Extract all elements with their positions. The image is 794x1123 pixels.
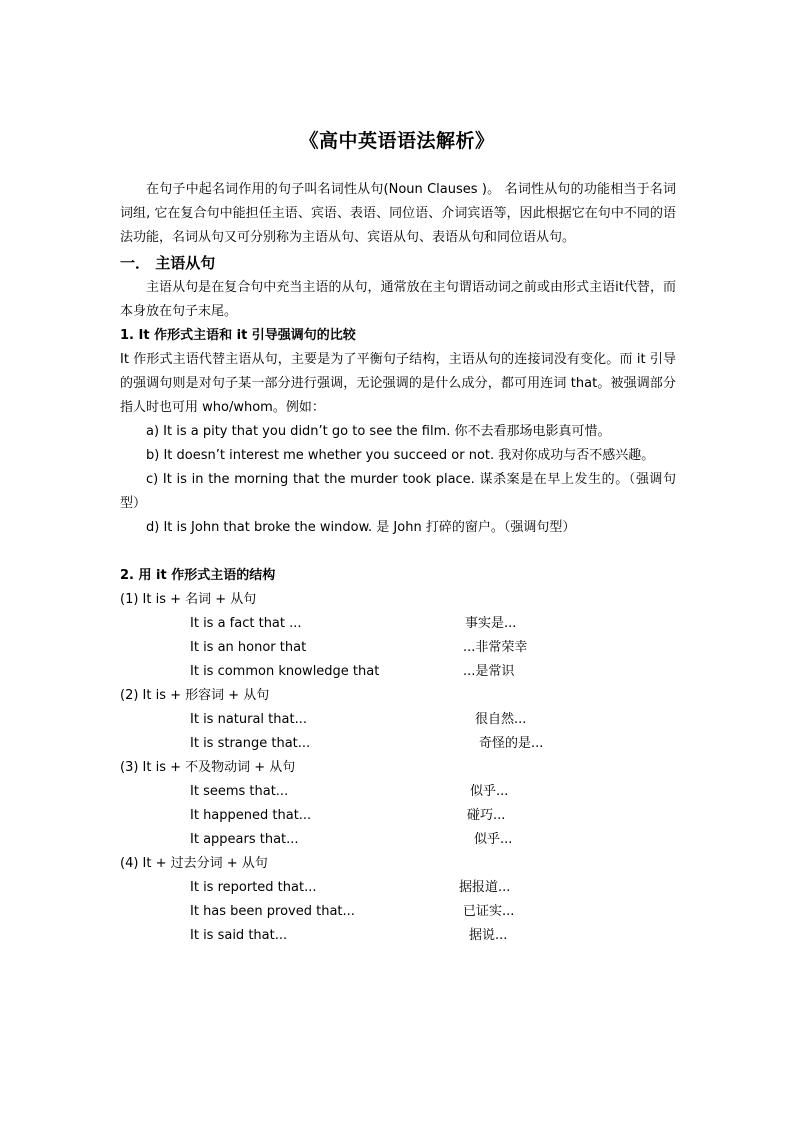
structure-label: (3) It is + 不及物动词 + 从句: [120, 760, 296, 775]
intro-paragraph: 在句子中起名词作用的句子叫名词性从句(Noun Clauses )。 名词性从句的功能相当于名词词组, 它在复合句中能担任主语、宾语、表语、同位语、介词宾语等，因此根据它在句中不同的语法功能，名词从句又可分别称为主语从句、宾语从句、表语从句和同位语从句。: [120, 182, 676, 245]
english-phrase: It appears that...: [190, 832, 299, 847]
chinese-translation: 据报道...: [459, 880, 511, 895]
section-paragraph: 主语从句是在复合句中充当主语的从句，通常放在主句谓语动词之前或由形式主语it代替，而本身放在句子末尾。: [120, 280, 676, 319]
chinese-translation: 似乎...: [470, 784, 509, 799]
structure-label: (4) It + 过去分词 + 从句: [120, 856, 268, 871]
structure-label: (1) It is + 名词 + 从句: [120, 592, 257, 607]
chinese-translation: ...非常荣幸: [463, 640, 528, 655]
english-phrase: It is an honor that: [190, 640, 307, 655]
chinese-translation: 已证实...: [463, 904, 515, 919]
page-title: 《高中英语语法解析》: [299, 130, 495, 152]
structure-row: [120, 612, 676, 636]
structure-row: [120, 900, 676, 924]
english-phrase: It has been proved that...: [190, 904, 355, 919]
chinese-translation: 据说...: [469, 928, 508, 943]
chinese-translation: 事实是...: [465, 616, 517, 631]
structure-row: [120, 660, 676, 684]
section-heading-subject-clause: 一． 主语从句: [120, 254, 216, 272]
structure-label: (2) It is + 形容词 + 从句: [120, 688, 270, 703]
english-phrase: It is said that...: [190, 928, 288, 943]
structure-row: [120, 636, 676, 660]
structure-row: [120, 804, 676, 828]
subsection-heading-1: 1. It 作形式主语和 it 引导强调句的比较: [120, 328, 356, 343]
chinese-translation: 很自然...: [475, 712, 527, 727]
chinese-translation: 奇怪的是...: [479, 736, 544, 751]
structure-row: [120, 780, 676, 804]
structure-row: [120, 708, 676, 732]
english-phrase: It seems that...: [190, 784, 289, 799]
example-sentence: b) It doesn’t interest me whether you succeed or not. 我对你成功与否不感兴趣。: [146, 448, 655, 463]
example-sentence: a) It is a pity that you didn’t go to see the film. 你不去看那场电影真可惜。: [146, 424, 611, 439]
chinese-translation: 似乎...: [474, 832, 513, 847]
english-phrase: It is strange that...: [190, 736, 311, 751]
english-phrase: It is a fact that ...: [190, 616, 302, 631]
spacer: [120, 540, 676, 564]
chinese-translation: 碰巧...: [467, 808, 506, 823]
subsection-1-paragraph: It 作形式主语代替主语从句，主要是为了平衡句子结构，主语从句的连接词没有变化。而 it 引导的强调句则是对句子某一部分进行强调，无论强调的是什么成分，都可用连词 that。被强调部分指人时也可用 who/whom。例如：: [120, 352, 676, 415]
structure-row: [120, 732, 676, 756]
english-phrase: It happened that...: [190, 808, 312, 823]
structure-row: [120, 876, 676, 900]
english-phrase: It is reported that...: [190, 880, 317, 895]
subsection-heading-2: 2. 用 it 作形式主语的结构: [120, 568, 276, 583]
structure-row: [120, 828, 676, 852]
structure-row: [120, 924, 676, 948]
chinese-translation: ...是常识: [463, 664, 515, 679]
english-phrase: It is common knowledge that: [190, 664, 380, 679]
document-body: [120, 178, 676, 948]
english-phrase: It is natural that...: [190, 712, 307, 727]
example-sentence: c) It is in the morning that the murder took place. 谋杀案是在早上发生的。（强调句型）: [120, 472, 676, 511]
example-sentence: d) It is John that broke the window. 是 John 打碎的窗户。（强调句型）: [146, 520, 576, 535]
